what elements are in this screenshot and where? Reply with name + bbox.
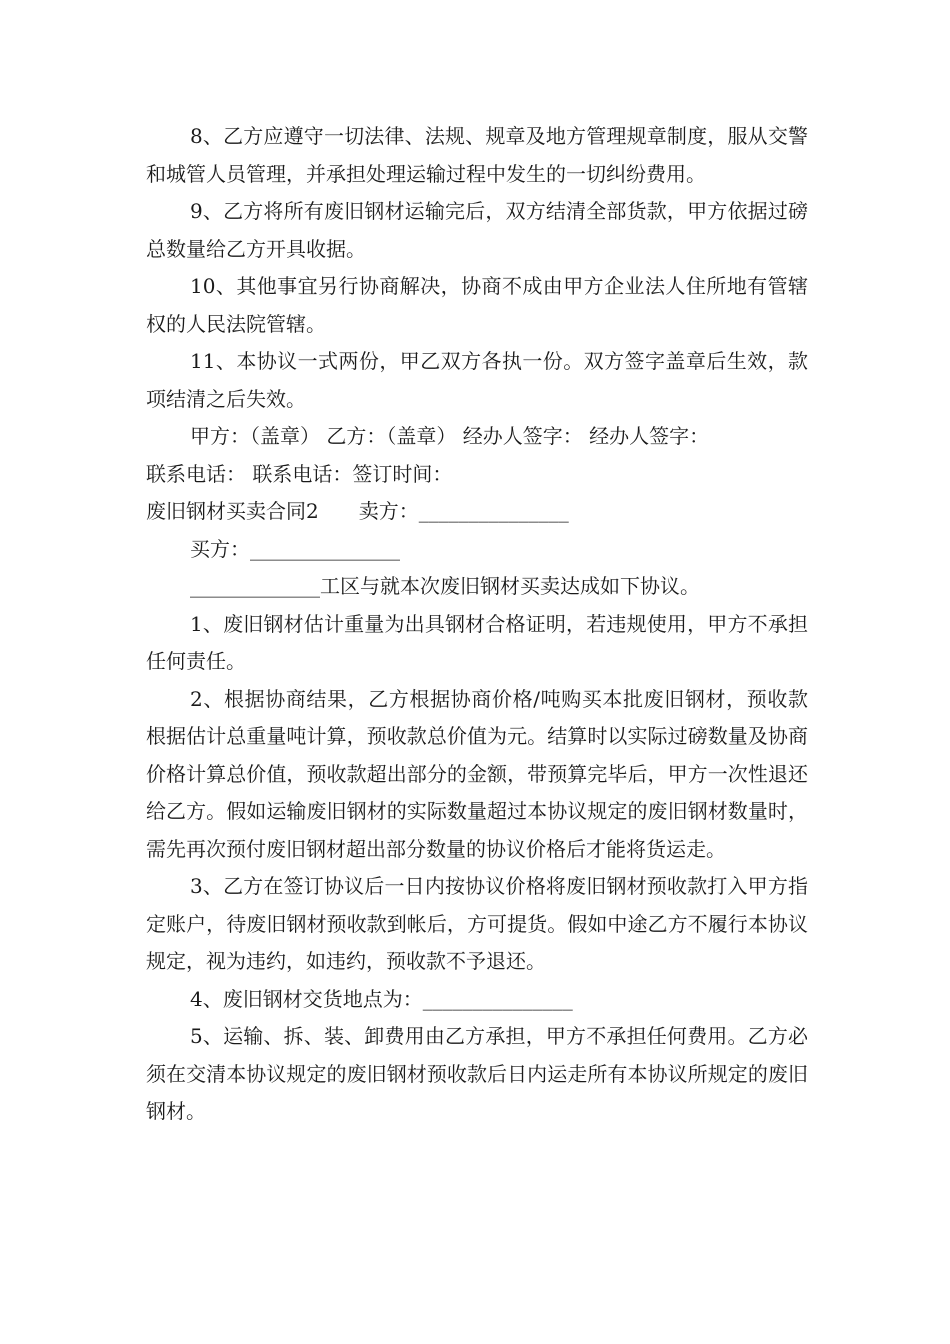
contact-line: 联系电话： 联系电话：签订时间： [146,461,453,486]
clause-5: 5、运输、拆、装、卸费用由乙方承担，甲方不承担任何费用。乙方必须在交清本协议规定的废旧钢材预收款后日内运走所有本协议所规定的废旧钢材。 [146,1024,808,1123]
clause-4: 4、废旧钢材交货地点为：_______________ [190,986,573,1011]
document-body [146,118,808,1131]
clause-8: 8、乙方应遵守一切法律、法规、规章及地方管理规章制度，服从交警和城管人员管理，并承担处理运输过程中发生的一切纠纷费用。 [146,124,808,186]
contract-2-title-seller: 废旧钢材买卖合同2 卖方：_______________ [146,499,569,523]
signature-line: 甲方：（盖章） 乙方：（盖章） 经办人签字： 经办人签字： [190,424,710,448]
clause-11: 11、本协议一式两份，甲乙双方各执一份。双方签字盖章后生效，款项结清之后失效。 [146,349,808,411]
agreement-intro: _____________工区与就本次废旧钢材买卖达成如下协议。 [190,574,700,598]
clause-10: 10、其他事宜另行协商解决，协商不成由甲方企业法人住所地有管辖权的人民法院管辖。 [146,274,808,336]
clause-1: 1、废旧钢材估计重量为出具钢材合格证明，若违规使用，甲方不承担任何责任。 [146,611,808,673]
buyer-line: 买方：_______________ [190,536,400,561]
clause-3: 3、乙方在签订协议后一日内按协议价格将废旧钢材预收款打入甲方指定账户，待废旧钢材预收款到帐后，方可提货。假如中途乙方不履行本协议规定，视为违约，如违约，预收款不予退还。 [146,874,808,973]
clause-9: 9、乙方将所有废旧钢材运输完后，双方结清全部货款，甲方依据过磅总数量给乙方开具收据。 [146,199,808,261]
clause-2: 2、根据协商结果，乙方根据协商价格/吨购买本批废旧钢材，预收款根据估计总重量吨计算，预收款总价值为元。结算时以实际过磅数量及协商价格计算总价值，预收款超出部分的金额，带预算完毕后，甲方一次性退还给乙方。假如运输废旧钢材的实际数量超过本协议规定的废旧钢材数量时，需先再次预付废旧钢材超出部分数量的协议价格后才能将货运走。 [146,686,808,861]
